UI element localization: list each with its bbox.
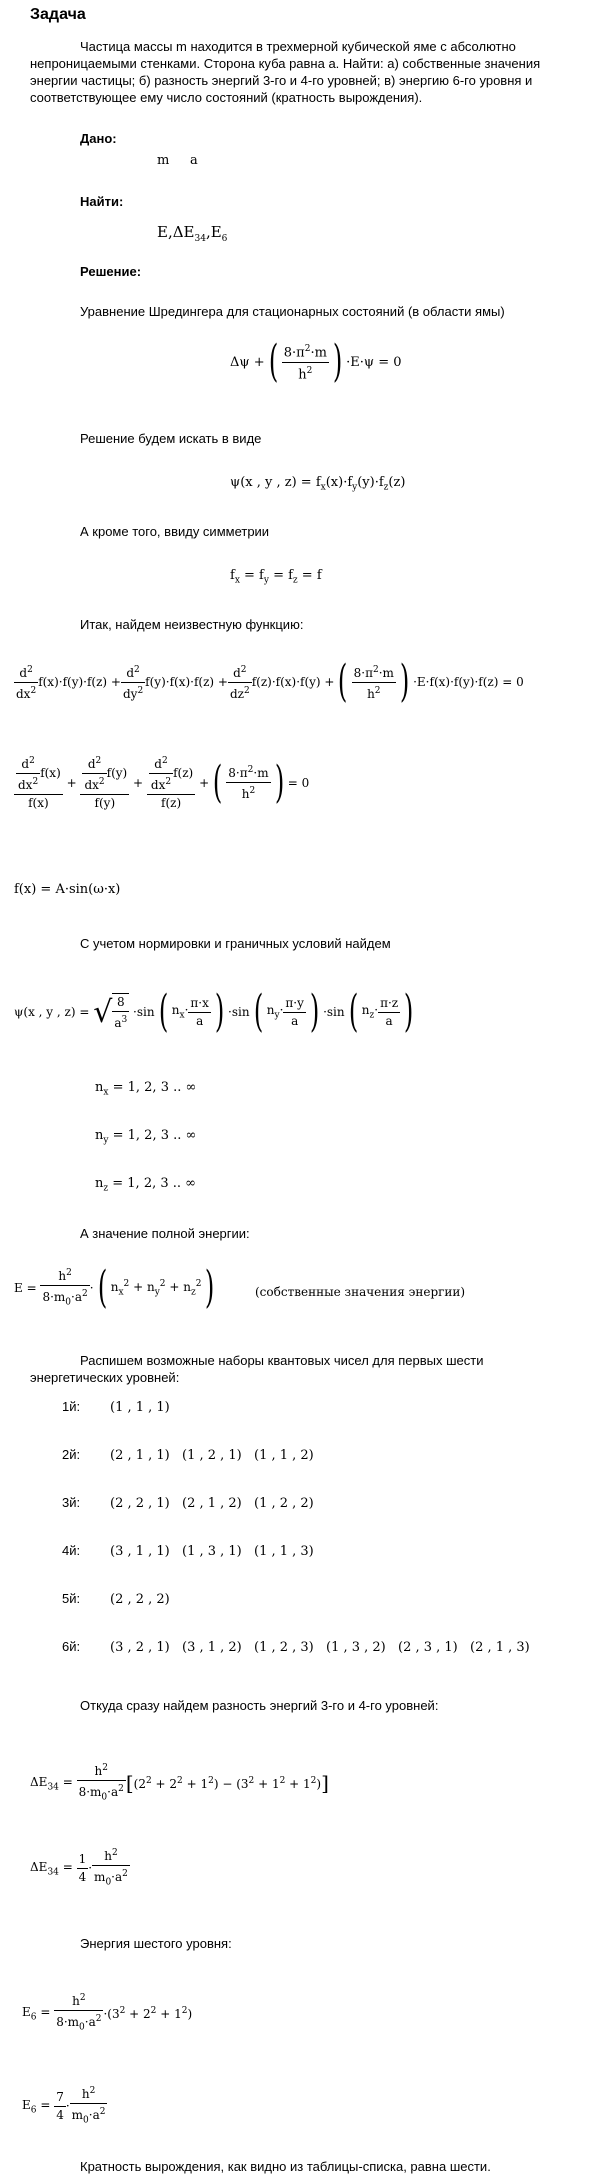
problem-line-1: Частица массы m находится в трехмерной кубической яме с абсолютно (80, 39, 516, 54)
find-label: Найти: (80, 194, 124, 209)
f-of-x: f(x) = A·sin(ω·x) (14, 882, 121, 897)
sixth-text: Энергия шестого уровня: (80, 1936, 232, 1951)
sets-text-1: Распишем возможные наборы квантовых чисел для первых шести (80, 1353, 484, 1368)
delta-e34-expanded: $\Delta E_{34}$ = $\frac{h^2}{8\cdot m_0\cdot a^2}$ [ $(2^2 + 2^2 + 1^2) - (3^2 + 1^2 + 1^2)$ ] (30, 1760, 329, 1806)
schrodinger-equation: Δψ + ( $\frac{8\cdot\pi^2\cdot m}{h^2}$ ) ·E·ψ = 0 (230, 336, 402, 387)
problem-line-2: непроницаемыми стенками. Сторона куба равна a. Найти: а) собственные значения (30, 56, 541, 71)
energy-formula: E = $\frac{h^2}{8\cdot m_0\cdot a^2}$ · ( $n_x^2 + n_y^2 + n_z^2$ ) (14, 1262, 215, 1314)
e6-expanded: $E_6$ = $\frac{h^2}{8\cdot m_0\cdot a^2}$ $\cdot(3^2 + 2^2 + 1^2)$ (22, 1990, 192, 2036)
norm-text: С учетом нормировки и граничных условий найдем (80, 936, 391, 951)
quantum-set: (1 , 3 , 1) (182, 1544, 242, 1559)
quantum-set: (1 , 1 , 1) (110, 1400, 170, 1415)
page-title: Задача (30, 6, 86, 23)
psi-normalized: ψ(x , y , z) = √ $\frac{8}{a^3}$ ·sin ( $n_x\cdot$ $\frac{\pi\cdot x}{a}$ ) ·sin ( $n_y\cdot$ $\frac{\pi\cdot y}{a}$ ) ·sin ( $n_z\cdot$ $\frac{\pi\cdot z}{a}$ ) (14, 986, 414, 1037)
schrodinger-text: Уравнение Шредингера для стационарных состояний (в области ямы) (80, 304, 505, 319)
e6-result: $E_6$ = $\frac{7}{4}$ · $\frac{h^2}{m_0\cdot a^2}$ (22, 2083, 107, 2129)
sets-text-2: энергетических уровней: (30, 1370, 180, 1385)
quantum-set: (2 , 2 , 1) (110, 1496, 170, 1511)
level-row (62, 1494, 326, 1512)
separated-equation: $\frac{d^2}{dx^2}$ f(x) f(x) + $\frac{d^2}{dx^2}$ f(y) f(y) + $\frac{d^2}{dx^2}$ f(z) f(z) + ( $\frac{8\cdot\pi^2\cdot m}{h^2}$ ) = 0 (14, 753, 309, 812)
quantum-set: (3 , 2 , 1) (110, 1640, 170, 1655)
degeneracy-text: Кратность вырождения, как видно из таблицы-списка, равна шести. (80, 2159, 491, 2174)
level-row (62, 1446, 326, 1464)
ny-values: $n_y = 1$, 2, 3 .. ∞ (95, 1128, 197, 1146)
energy-note: (собственные значения энергии) (255, 1285, 466, 1299)
diff-text: Откуда сразу найдем разность энергий 3-го и 4-го уровней: (80, 1698, 439, 1713)
level-label: 1й: (62, 1399, 81, 1414)
quantum-set: (1 , 1 , 2) (254, 1448, 314, 1463)
search-text: Решение будем искать в виде (80, 431, 262, 446)
level-row (62, 1542, 326, 1560)
level-row (62, 1398, 182, 1416)
quantum-set: (1 , 1 , 3) (254, 1544, 314, 1559)
second-derivative-equation: $\frac{d^2}{dx^2}$ f(x)·f(y)·f(z) + $\frac{d^2}{dy^2}$ f(y)·f(x)·f(z) + $\frac{d^2}{dz^2}$ f(z)·f(x)·f(y) + ( $\frac{8\cdot\pi^2\cdot m}{h^2}$ ) ·E·f(x)·f(y)·f(z) = 0 (16, 656, 524, 707)
problem-line-3: энергии частицы; б) разность энергий 3-го и 4-го уровней; в) энергию 6-го уровня и (30, 73, 533, 88)
level-label: 4й: (62, 1543, 81, 1558)
unknown-text: Итак, найдем неизвестную функцию: (80, 617, 304, 632)
quantum-set: (2 , 3 , 1) (398, 1640, 458, 1655)
quantum-set: (3 , 1 , 1) (110, 1544, 170, 1559)
quantum-set: (1 , 2 , 3) (254, 1640, 314, 1655)
quantum-set: (1 , 2 , 1) (182, 1448, 242, 1463)
nx-values: $n_x = 1$, 2, 3 .. ∞ (95, 1080, 197, 1098)
given-m: m (157, 153, 170, 168)
problem-line-4: соответствующее ему число состояний (кратность вырождения). (30, 90, 423, 105)
quantum-set: (1 , 2 , 2) (254, 1496, 314, 1511)
symmetry-equation: $f_x = f_y = f_z = f$ (230, 568, 322, 586)
symmetry-text: А кроме того, ввиду симметрии (80, 524, 270, 539)
level-label: 2й: (62, 1447, 81, 1462)
level-row (62, 1638, 542, 1656)
given-label: Дано: (80, 131, 117, 146)
psi-product: ψ(x , y , $z) = f_x(x)\cdot f_y(y)\cdot f_z(z)$ (230, 475, 406, 493)
quantum-set: (2 , 1 , 3) (470, 1640, 530, 1655)
given-a: a (190, 153, 198, 168)
delta-e34-result: $\Delta E_{34}$ = $\frac{1}{4}$ · $\frac{h^2}{m_0\cdot a^2}$ (30, 1845, 130, 1891)
nz-values: $n_z = 1$, 2, 3 .. ∞ (95, 1176, 196, 1194)
quantum-set: (2 , 1 , 2) (182, 1496, 242, 1511)
quantum-set: (1 , 3 , 2) (326, 1640, 386, 1655)
energy-text: А значение полной энергии: (80, 1226, 250, 1241)
solution-label: Решение: (80, 264, 142, 279)
level-label: 6й: (62, 1639, 81, 1654)
level-label: 3й: (62, 1495, 81, 1510)
level-label: 5й: (62, 1591, 81, 1606)
quantum-set: (2 , 2 , 2) (110, 1592, 170, 1607)
find-value: $E,\Delta E_{34},E_6$ (157, 223, 228, 244)
level-row (62, 1590, 182, 1608)
quantum-set: (3 , 1 , 2) (182, 1640, 242, 1655)
quantum-set: (2 , 1 , 1) (110, 1448, 170, 1463)
